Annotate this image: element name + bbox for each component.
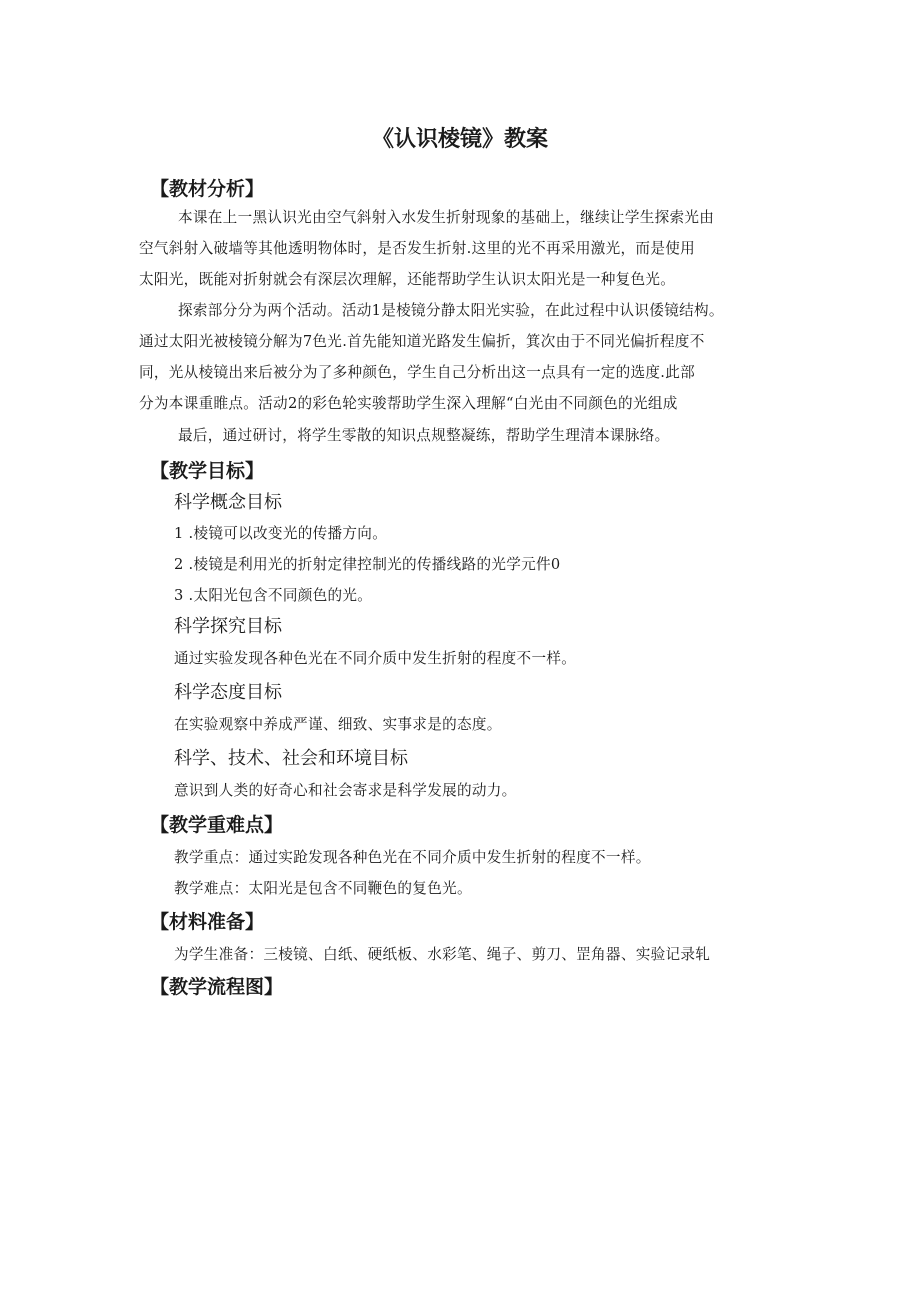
- analysis-p1-line-1: 本课在上一黑认识光由空气斜射入水发生折射现象的基础上，继续让学生探索光由: [178, 209, 715, 226]
- inquiry-goal-text: 通过实验发现各种色光在不同介质中发生折射的程度不一样。: [174, 650, 577, 667]
- section-heading-analysis: 【教材分析】: [150, 178, 265, 200]
- document-title: 《认识棱镜》教案: [371, 127, 548, 152]
- analysis-p2-line-4: 分为本课重睢点。活动2的彩色轮实骏帮助学生深入理解“白光由不同颜色的光组成: [139, 395, 678, 412]
- analysis-p2-line-2: 通过太阳光被棱镜分解为7色光.首先能知道光路发生偏折，箕次由于不同光偏折程度不: [139, 333, 705, 350]
- concept-goal-item-2: 2 .棱镜是利用光的折射定律控制光的传播线路的光学元件0: [174, 556, 561, 573]
- analysis-p3-line: 最后，通过研讨，将学生零散的知识点规整凝练，帮助学生理清本课脉络。: [178, 427, 670, 444]
- materials-text: 为学生准备：三棱镜、白纸、硬纸板、水彩笔、绳子、剪刀、罡角器、实验记录轧: [174, 946, 711, 963]
- section-heading-materials: 【材料准备】: [150, 911, 265, 933]
- subheading-inquiry-goals: 科学探究目标: [174, 616, 282, 637]
- teaching-focus-text: 教学重点：通过实跄发现各种色光在不同介质中发生折射的程度不一样。: [174, 849, 651, 866]
- stse-goal-text: 意识到人类的好奇心和社会寄求是科学发展的动力。: [174, 782, 517, 799]
- attitude-goal-text: 在实验观察中养成严谨、细致、实事求是的态度。: [174, 716, 502, 733]
- analysis-p2-line-1: 探索部分分为两个活动。活动1是棱镜分静太阳光实验，在此过程中认识倭镜结构。: [178, 302, 724, 319]
- teaching-difficulty-text: 教学难点：太阳光是包含不同鞭色的复色光。: [174, 880, 472, 897]
- subheading-stse-goals: 科学、技术、社会和环境目标: [174, 748, 408, 769]
- section-heading-goals: 【教学目标】: [150, 460, 265, 482]
- subheading-concept-goals: 科学概念目标: [174, 492, 282, 513]
- analysis-p2-line-3: 同，光从棱镜出来后被分为了多种颜色，学生自己分析出这一点具有一定的选度.此部: [139, 364, 696, 381]
- subheading-attitude-goals: 科学态度目标: [174, 682, 282, 703]
- concept-goal-item-3: 3 .太阳光包含不同颜色的光。: [174, 587, 373, 604]
- section-heading-keypoints: 【教学重难点】: [150, 814, 284, 836]
- section-heading-flowchart: 【教学流程图】: [150, 976, 284, 998]
- concept-goal-item-1: 1 .棱镜可以改变光的传播方向。: [174, 525, 388, 542]
- analysis-p1-line-2: 空气斜射入破墙等其他透明物体时，是否发生折射.这里的光不再采用激光，而是使用: [139, 240, 696, 257]
- analysis-p1-line-3: 太阳光，既能对折射就会有深层次理解，还能帮助学生认识太阳光是一种复色光。: [139, 271, 676, 288]
